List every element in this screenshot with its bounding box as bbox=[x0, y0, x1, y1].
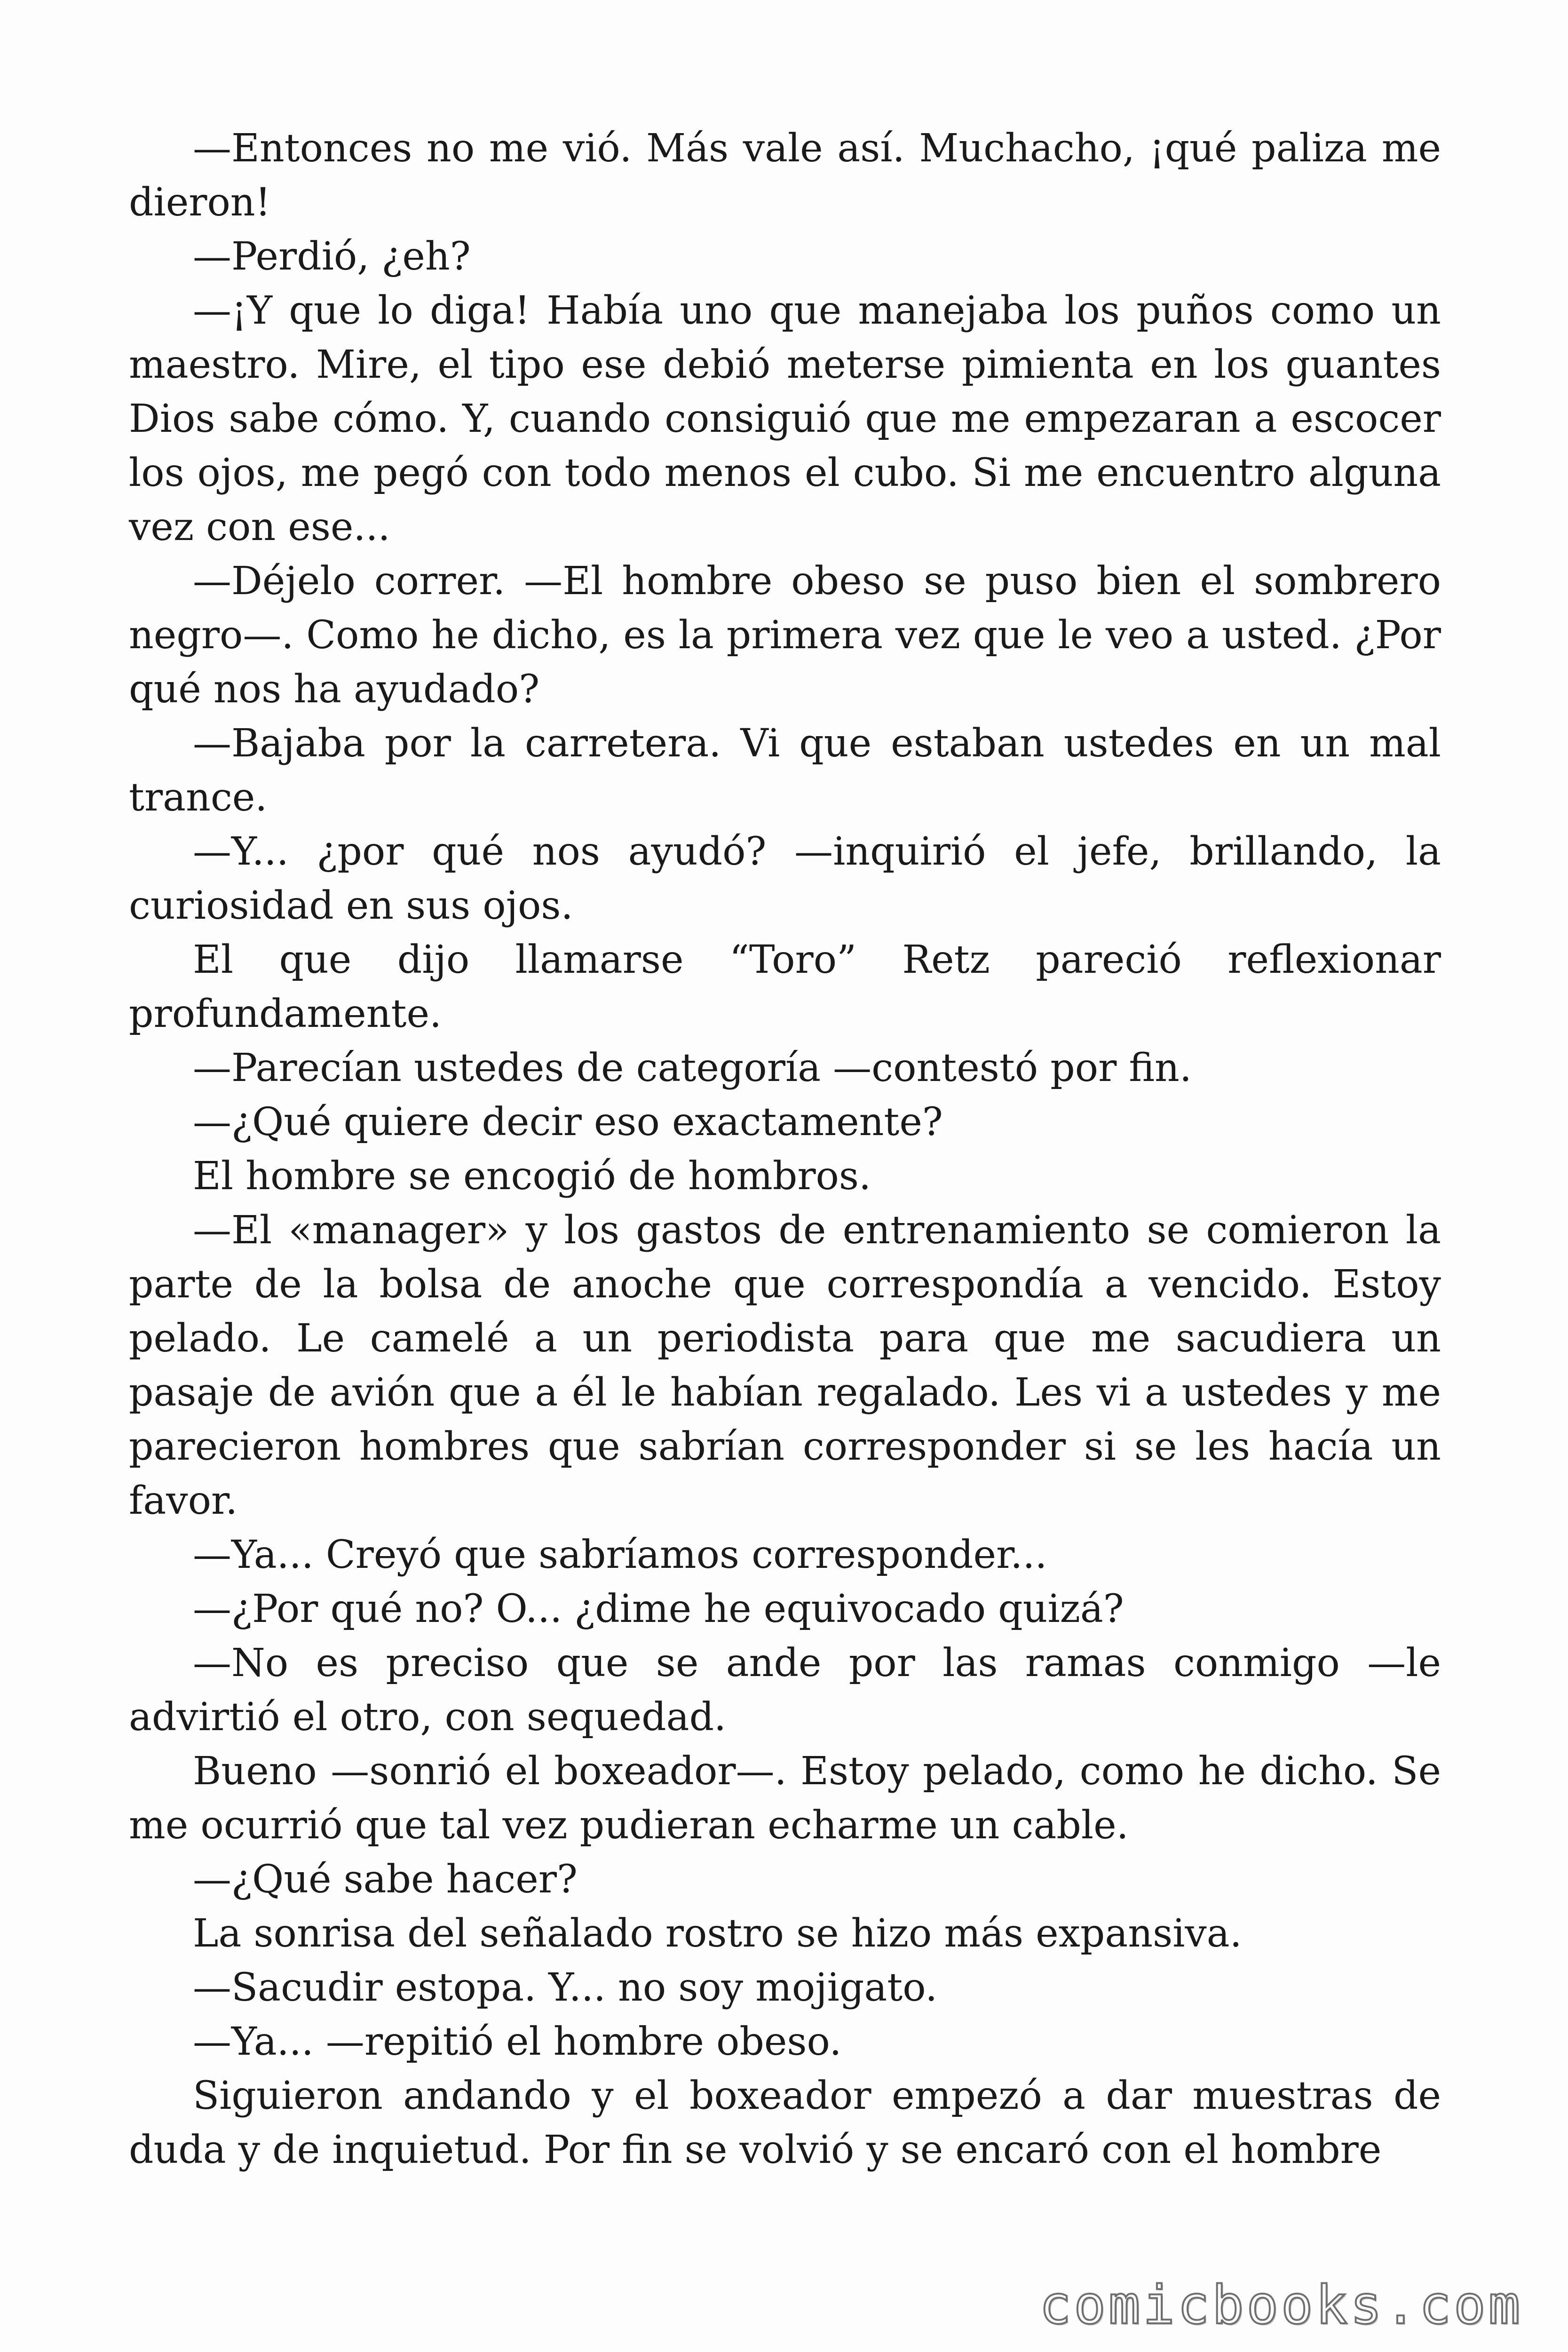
paragraph: —El «manager» y los gastos de entrenamiento se comieron la parte de la bolsa de anoche que correspondía a vencido. Estoy pelado. Le camelé a un periodista para que me sacudiera un pasaje de avión que a él le habían regalado. Les vi a ustedes y me parecieron hombres que sabrían corresponder si se les hacía un favor. bbox=[129, 1208, 1441, 1523]
paragraph: —Ya... Creyó que sabríamos corresponder... bbox=[193, 1533, 1047, 1577]
watermark-logo: comicbooks.com bbox=[1039, 2275, 1523, 2336]
paragraph: —¡Y que lo diga! Había uno que manejaba los puños como un maestro. Mire, el tipo ese debió meterse pimienta en los guantes Dios sabe cómo. Y, cuando consiguió que me empezaran a escocer los ojos, me pegó con todo menos el cubo. Si me encuentro alguna vez con ese... bbox=[129, 288, 1441, 549]
paragraph: —Ya... —repitió el hombre obeso. bbox=[193, 2019, 842, 2064]
paragraph: Bueno —sonrió el boxeador—. Estoy pelado, como he dicho. Se me ocurrió que tal vez pudieran echarme un cable. bbox=[129, 1749, 1441, 1848]
paragraph: —Déjelo correr. —El hombre obeso se puso bien el sombrero negro—. Como he dicho, es la primera vez que le veo a usted. ¿Por qué nos ha ayudado? bbox=[129, 559, 1441, 712]
paragraph: El hombre se encogió de hombros. bbox=[193, 1154, 871, 1199]
paragraph: —¿Qué sabe hacer? bbox=[193, 1857, 578, 1902]
paragraph: —Y... ¿por qué nos ayudó? —inquirió el jefe, brillando, la curiosidad en sus ojos. bbox=[129, 829, 1441, 928]
paragraph: —Bajaba por la carretera. Vi que estaban ustedes en un mal trance. bbox=[129, 721, 1441, 820]
paragraph: —Entonces no me vió. Más vale así. Muchacho, ¡qué paliza me dieron! bbox=[129, 126, 1441, 225]
paragraph: —¿Por qué no? O... ¿dime he equivocado quizá? bbox=[193, 1587, 1124, 1631]
paragraph: El que dijo llamarse “Toro” Retz pareció reflexionar profundamente. bbox=[129, 938, 1441, 1036]
paragraph: —Sacudir estopa. Y... no soy mojigato. bbox=[193, 1965, 938, 2010]
paragraph: —Parecían ustedes de categoría —contestó por fin. bbox=[193, 1046, 1192, 1090]
paragraph: Siguieron andando y el boxeador empezó a dar muestras de duda y de inquietud. Por fin se volvió y se encaró con el hombre bbox=[129, 2074, 1441, 2172]
paragraph: —Perdió, ¿eh? bbox=[193, 234, 471, 279]
body-text bbox=[129, 121, 1441, 2177]
paragraph: La sonrisa del señalado rostro se hizo más expansiva. bbox=[193, 1911, 1242, 1956]
paragraph: —No es preciso que se ande por las ramas conmigo —le advirtió el otro, con sequedad. bbox=[129, 1641, 1441, 1740]
paragraph: —¿Qué quiere decir eso exactamente? bbox=[193, 1100, 943, 1144]
